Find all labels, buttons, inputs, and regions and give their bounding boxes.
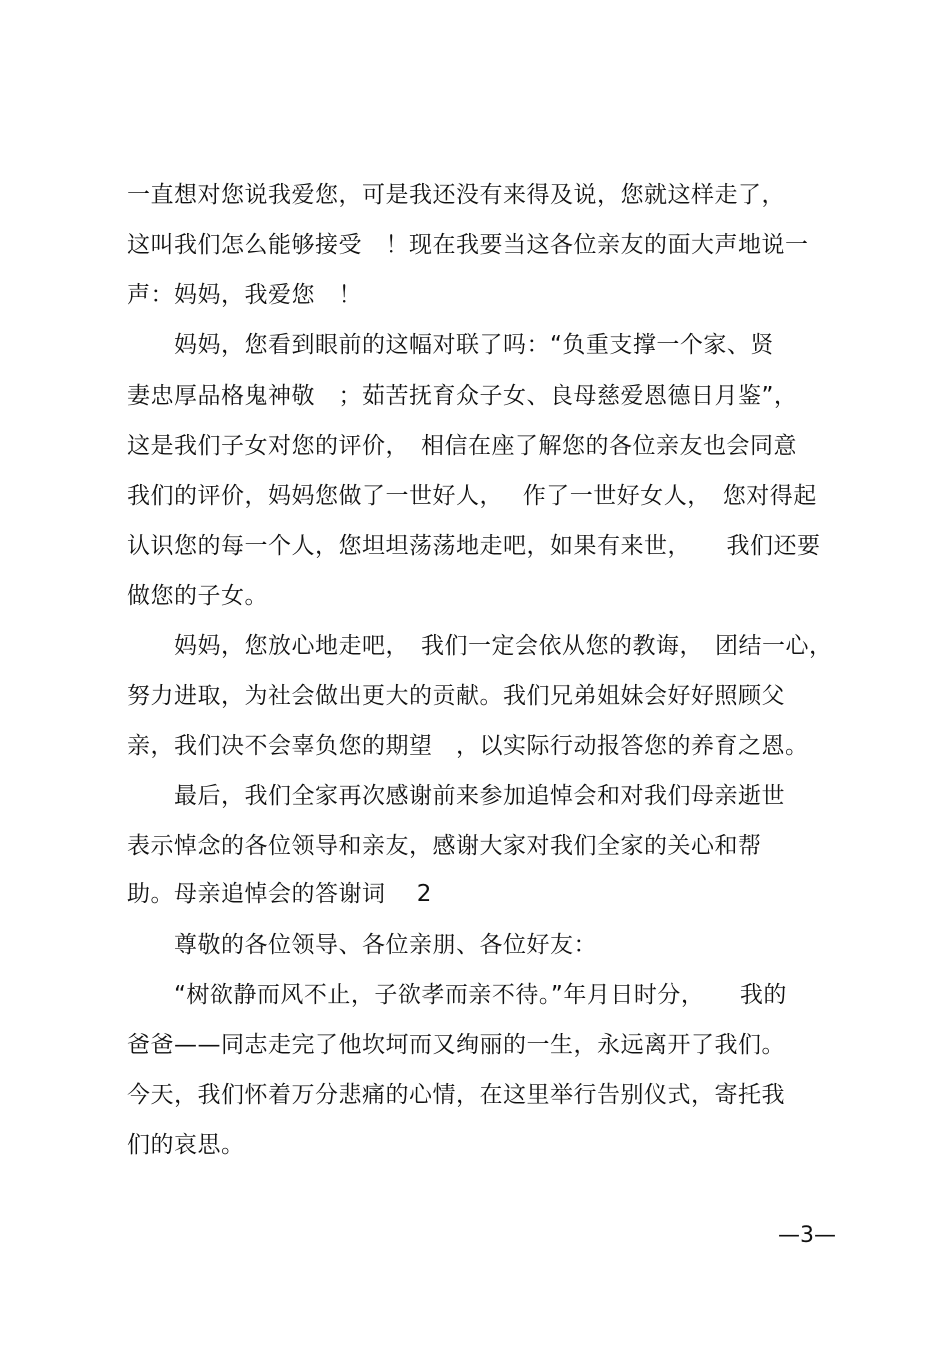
text-line: 一直想对您说我爱您，可是我还没有来得及说，您就这样走了， — [127, 182, 785, 208]
text-line: 认识您的每一个人，您坦坦荡荡地走吧，如果有来世， 我们还要 — [127, 533, 821, 559]
text-line: 这叫我们怎么能够接受 ！现在我要当这各位亲友的面大声地说一 — [127, 232, 809, 258]
text-line: 妈妈，您放心地走吧， 我们一定会依从您的教诲， 团结一心， — [127, 633, 833, 659]
text-line: “树欲静而风不止，子欲孝而亲不待。”年月日时分， 我的 — [127, 982, 787, 1008]
text-line: 亲，我们决不会辜负您的期望 ，以实际行动报答您的养育之恩。 — [127, 733, 809, 759]
text-line: 今天，我们怀着万分悲痛的心情，在这里举行告别仪式，寄托我 — [127, 1082, 785, 1108]
text-line: 助。母亲追悼会的答谢词 2 — [127, 881, 432, 907]
text-line: 表示悼念的各位领导和亲友，感谢大家对我们全家的关心和帮 — [127, 833, 762, 859]
text-line: 这是我们子女对您的评价， 相信在座了解您的各位亲友也会同意 — [127, 433, 797, 459]
text-line: 尊敬的各位领导、各位亲朋、各位好友： — [127, 932, 597, 958]
text-line: 妈妈，您看到眼前的这幅对联了吗：“负重支撑一个家、贤 — [127, 332, 774, 358]
text-line: 妻忠厚品格鬼神敬 ；茹苦抚育众子女、良母慈爱恩德日月鉴”， — [127, 383, 798, 409]
text-line: 我们的评价，妈妈您做了一世好人， 作了一世好女人， 您对得起 — [127, 483, 817, 509]
text-line: 最后，我们全家再次感谢前来参加追悼会和对我们母亲逝世 — [127, 783, 785, 809]
page-number: —3— — [778, 1223, 836, 1248]
text-line: 做您的子女。 — [127, 583, 268, 609]
text-line: 努力进取，为社会做出更大的贡献。我们兄弟姐妹会好好照顾父 — [127, 683, 785, 709]
text-line: 爸爸——同志走完了他坎坷而又绚丽的一生，永远离开了我们。 — [127, 1032, 785, 1058]
text-line: 声：妈妈，我爱您 ！ — [127, 282, 362, 308]
text-line: 们的哀思。 — [127, 1132, 245, 1158]
